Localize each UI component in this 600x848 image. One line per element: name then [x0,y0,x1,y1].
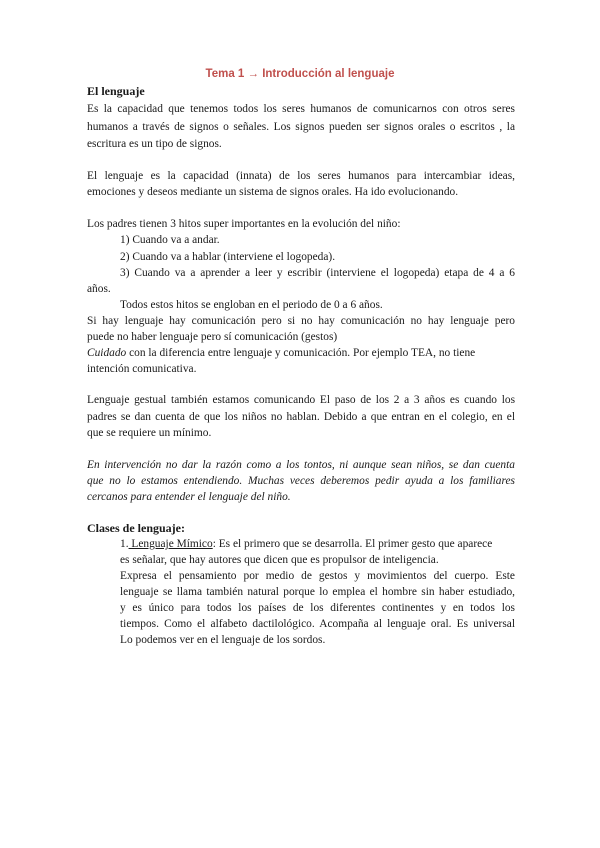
section-heading-clases: Clases de lenguaje: [87,521,185,535]
italic-paragraph-line: En intervención no dar la razón como a los tontos, ni aunque sean niños, se dan cuenta [87,459,515,471]
paragraph-line: Lenguaje gestual también estamos comunicando El paso de los 2 a 3 años es cuando los [87,394,515,406]
list-item: 3) Cuando va a aprender a leer y escribir (interviene el logopeda) etapa de 4 a 6 [120,267,515,279]
italic-paragraph-line: que no lo estamos entendiendo. Muchas veces deberemos pedir ayuda a los familiares [87,475,515,487]
section-heading-lenguaje: El lenguaje [87,84,145,98]
paragraph-line: que se requiere un mínimo. [87,427,212,439]
document-title: Tema 1 → Introducción al lenguaje [205,68,395,80]
paragraph-line: emociones y deseos mediante un sistema de signos orales. Ha ido evolucionando. [87,186,459,198]
italic-paragraph-line: cercanos para entender el lenguaje del niño. [87,491,291,503]
paragraph-line: humanos a través de signos o señales. Los signos pueden ser signos orales o escritos , la [87,121,515,133]
class-item-line: es señalar, que hay autores que dicen que es propulsor de inteligencia. [120,554,439,566]
paragraph-text: con la diferencia entre lenguaje y comunicación. Por ejemplo TEA, no tiene [126,347,476,359]
list-note: Todos estos hitos se engloban en el periodo de 0 a 6 años. [120,299,383,311]
paragraph-line: intención comunicativa. [87,363,197,375]
paragraph-line: Si hay lenguaje hay comunicación pero si no hay comunicación no hay lenguaje pero [87,315,515,327]
item-text: : Es el primero que se desarrolla. El primer gesto que aparece [212,538,493,550]
class-item-line: Lo podemos ver en el lenguaje de los sordos. [120,634,326,646]
paragraph-line [87,346,515,361]
paragraph-line: escritura es un tipo de signos. [87,138,222,150]
paragraph-line: Los padres tienen 3 hitos super importantes en la evolución del niño: [87,218,401,230]
class-item-line: tiempos. Como el alfabeto dactilológico. Acompaña al lenguaje oral. Es universal [120,618,515,630]
paragraph-line: Es la capacidad que tenemos todos los seres humanos de comunicarnos con otros seres [87,103,515,115]
class-item-line [120,537,492,552]
list-item: 2) Cuando va a hablar (interviene el logopeda). [120,251,336,263]
paragraph-line: padres se dan cuenta de que los niños no hablan. Debido a que entran en el colegio, en el [87,411,515,423]
item-term: Lenguaje Mímico [128,538,213,550]
paragraph-line: puede no haber lenguaje pero sí comunicación (gestos) [87,331,338,343]
item-number: 1. [120,538,129,550]
class-item-line: lenguaje se llama también natural porque lo emplea el hombre sin haber estudiado, [120,586,515,598]
list-item-continuation: años. [87,283,111,295]
class-item-line: Expresa el pensamiento por medio de gestos y movimientos del cuerpo. Este [120,570,515,582]
italic-word: Cuidado [87,347,127,359]
paragraph-line: El lenguaje es la capacidad (innata) de los seres humanos para intercambiar ideas, [87,170,515,182]
class-item-line: y es único para todos los países de los diferentes continentes y en todos los [120,602,515,614]
list-item: 1) Cuando va a andar. [120,234,220,246]
